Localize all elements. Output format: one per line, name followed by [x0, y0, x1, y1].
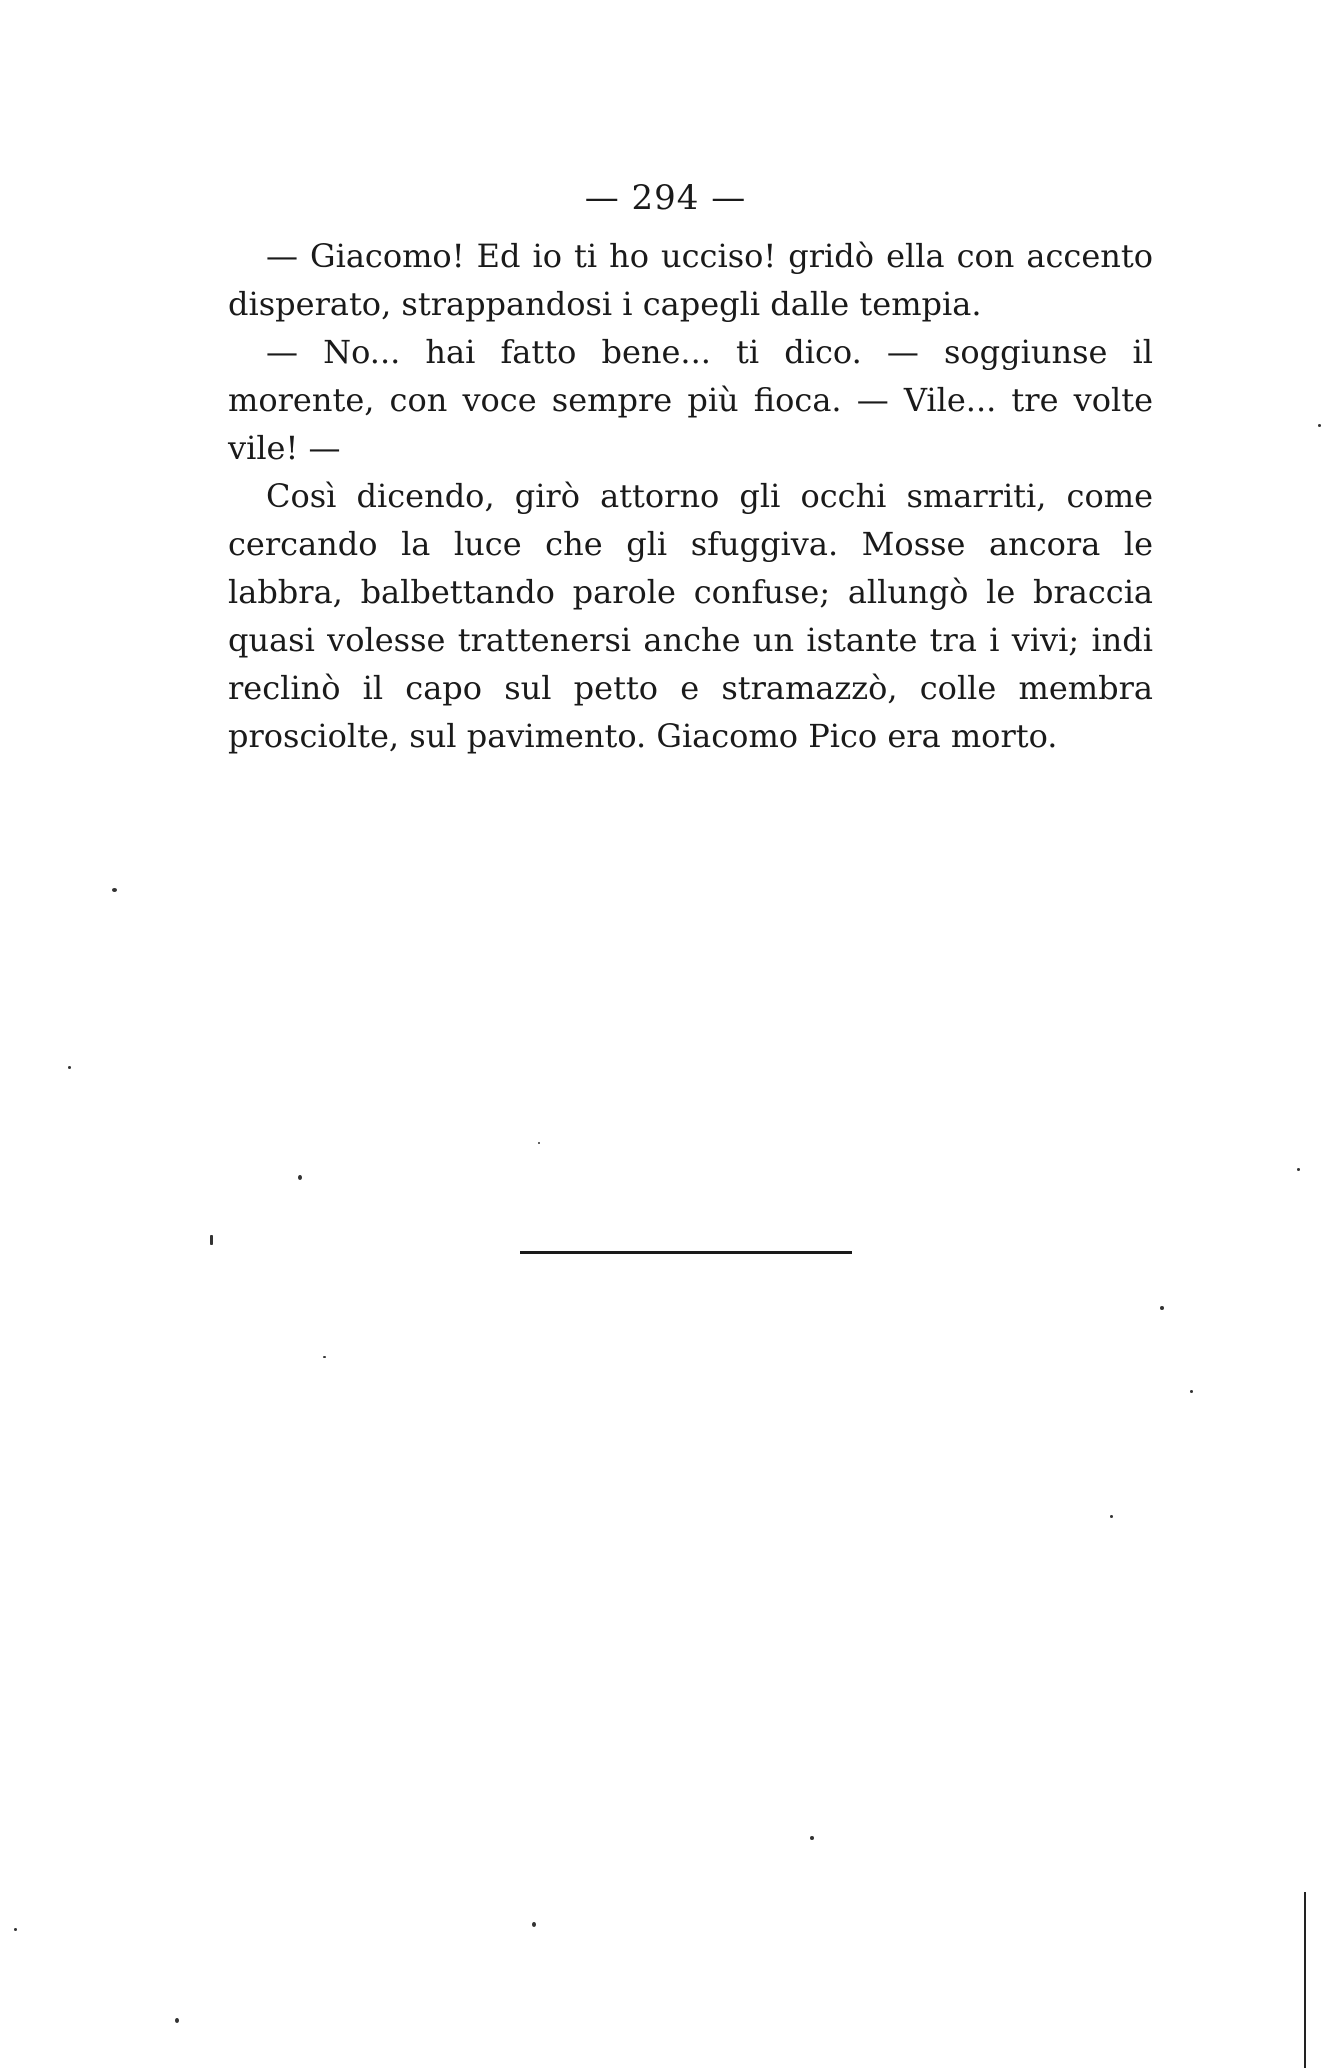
paragraph-2: — No... hai fatto bene... ti dico. — soggiunse il morente, con voce sempre più fioca. — Vile... tre volte vile! —	[228, 333, 1153, 467]
page-number: — 294 —	[584, 178, 747, 218]
scan-speck	[112, 888, 117, 892]
scan-speck	[1160, 1306, 1164, 1310]
scan-speck	[1110, 1515, 1113, 1518]
scan-speck	[298, 1175, 302, 1180]
body-text	[228, 232, 1153, 760]
scan-speck	[532, 1922, 536, 1927]
scan-speck	[810, 1836, 814, 1840]
paragraph-1: — Giacomo! Ed io ti ho ucciso! gridò ella con accento disperato, strappandosi i capegli dalle tempia.	[228, 237, 1153, 323]
scan-speck	[323, 1356, 326, 1358]
scan-speck	[14, 1928, 17, 1931]
scan-speck	[1318, 424, 1321, 427]
scan-speck	[538, 1142, 540, 1144]
scan-speck	[175, 2018, 179, 2023]
scan-edge-line	[1304, 1892, 1306, 2068]
paragraph-3: Così dicendo, girò attorno gli occhi smarriti, come cercando la luce che gli sfuggiva. Mosse ancora le labbra, balbettando parole confuse; allungò le braccia quasi volesse trattenersi anche un istante tra i vivi; indi reclinò il capo sul petto e stramazzò, colle membra prosciolte, sul pavimento. Giacomo Pico era morto.	[228, 477, 1153, 755]
scan-speck	[1190, 1390, 1193, 1393]
end-of-chapter-rule	[520, 1251, 852, 1254]
scan-speck	[68, 1066, 71, 1069]
scan-speck	[210, 1235, 213, 1245]
scan-speck	[1297, 1168, 1300, 1171]
